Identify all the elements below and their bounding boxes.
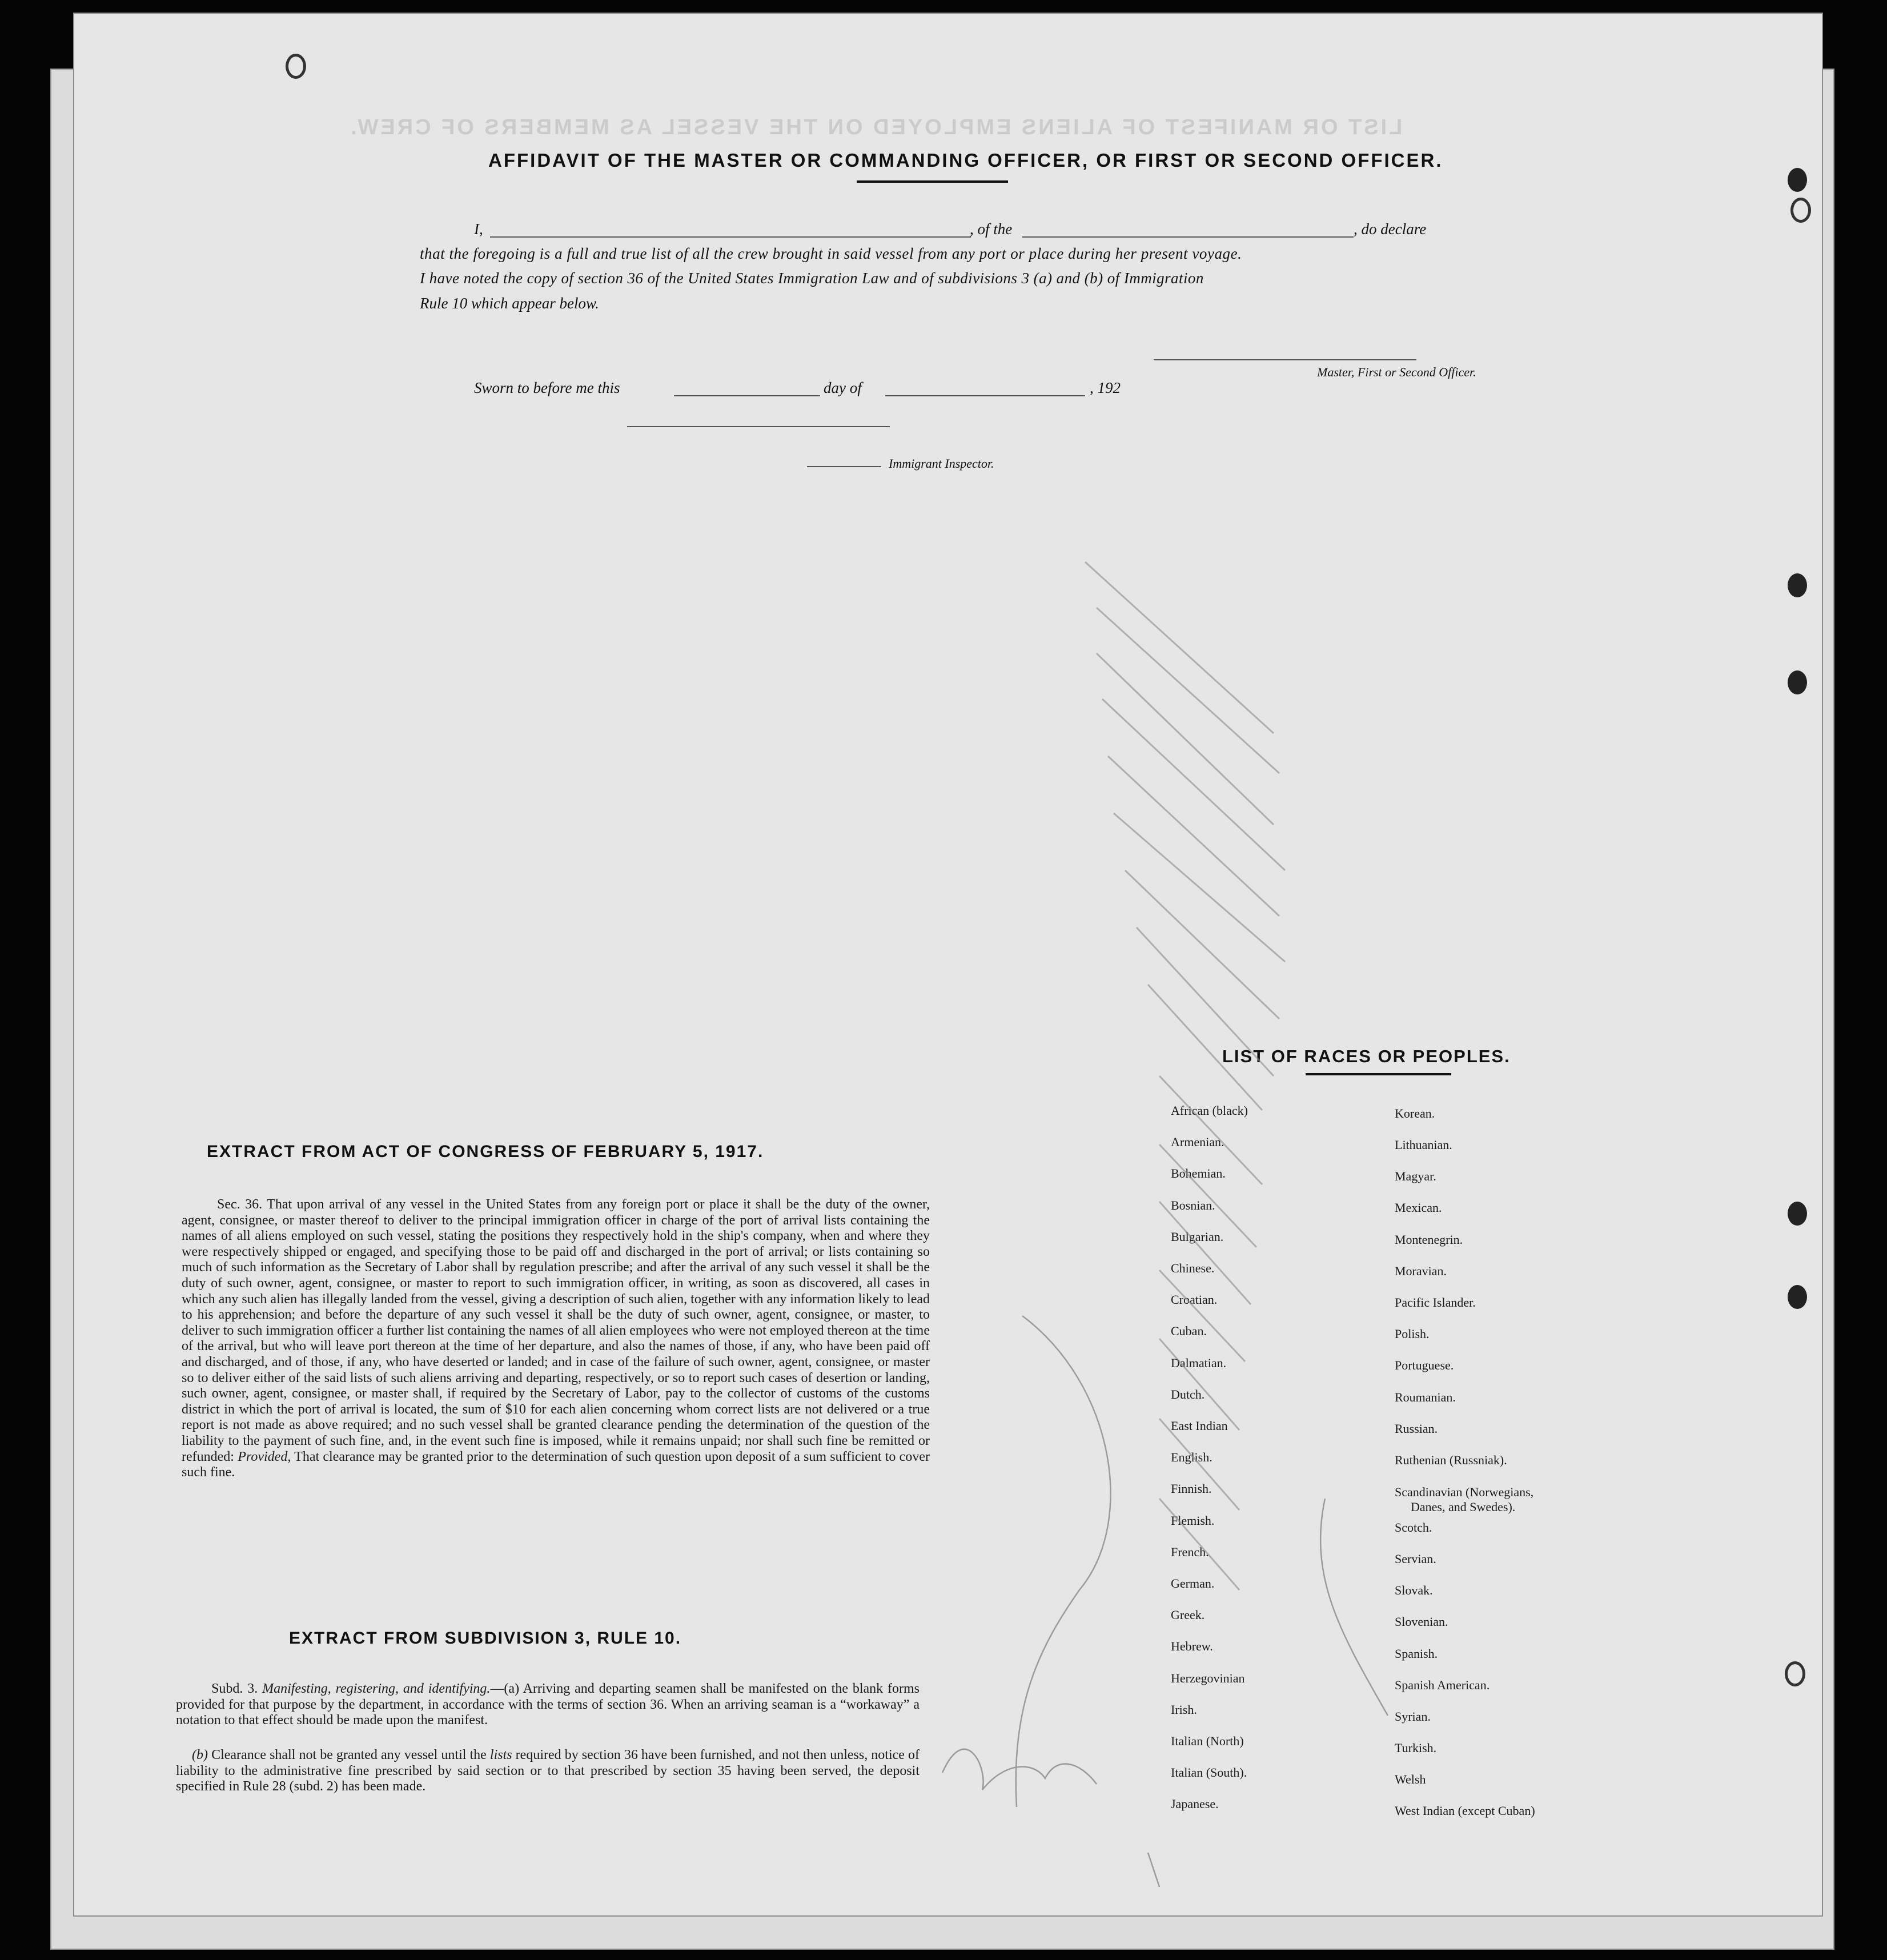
race-item: Mexican.	[1395, 1200, 1442, 1215]
race-item: Ruthenian (Russniak).	[1395, 1453, 1507, 1467]
race-item: Japanese.	[1171, 1797, 1219, 1812]
subd-title: Manifesting, registering, and identifying.	[262, 1681, 491, 1696]
race-item: Irish.	[1171, 1702, 1197, 1717]
subd-b-lists: lists	[489, 1748, 512, 1762]
document-page	[73, 13, 1823, 1917]
race-item: Syrian.	[1395, 1709, 1431, 1724]
race-item: Bulgarian.	[1171, 1229, 1224, 1244]
officer-signature-caption: Master, First or Second Officer.	[1317, 365, 1476, 379]
race-item: Italian (North)	[1171, 1734, 1244, 1748]
race-item: Moravian.	[1395, 1264, 1447, 1278]
race-item: Polish.	[1395, 1327, 1430, 1341]
race-item: Danes, and Swedes).	[1411, 1500, 1516, 1514]
sworn-year: , 192	[1090, 379, 1121, 396]
race-item: French.	[1171, 1544, 1209, 1559]
race-item: Lithuanian.	[1395, 1138, 1452, 1152]
race-item: Magyar.	[1395, 1169, 1436, 1183]
race-item: Servian.	[1395, 1552, 1436, 1566]
tally-marks	[1085, 562, 1285, 1590]
race-item: Chinese.	[1171, 1261, 1215, 1275]
act-text-end: That clearance may be granted prior to the determination of such question upon deposit of a sum sufficient to cover such fine.	[182, 1449, 930, 1480]
race-item: Spanish American.	[1395, 1678, 1490, 1692]
sworn-text: Sworn to before me this	[474, 379, 620, 396]
race-item: Slovak.	[1395, 1583, 1433, 1597]
inspector-caption: Immigrant Inspector.	[889, 456, 994, 471]
race-item: Scandinavian (Norwegians,	[1395, 1485, 1534, 1499]
race-item: Dalmatian.	[1171, 1355, 1227, 1370]
race-item: Italian (South).	[1171, 1765, 1247, 1780]
race-item: Turkish.	[1395, 1741, 1437, 1755]
race-item: Hebrew.	[1171, 1639, 1213, 1654]
race-item: Welsh	[1395, 1772, 1426, 1786]
affidavit-line-4: Rule 10 which appear below.	[420, 295, 599, 312]
race-item: Flemish.	[1171, 1513, 1215, 1528]
race-item: African (black)	[1171, 1103, 1248, 1118]
race-item: Finnish.	[1171, 1481, 1212, 1496]
rule-extract-heading: EXTRACT FROM SUBDIVISION 3, RULE 10.	[289, 1629, 682, 1648]
race-item: English.	[1171, 1450, 1213, 1465]
race-item: Russian.	[1395, 1421, 1438, 1436]
signature-scrawl	[942, 1316, 1388, 1887]
subd-b1: Clearance shall not be granted any vessel until the	[211, 1748, 487, 1762]
affidavit-do-declare: , do declare	[1354, 220, 1427, 238]
race-item: Slovenian.	[1395, 1614, 1448, 1629]
race-item: Bosnian.	[1171, 1198, 1215, 1212]
race-item: Dutch.	[1171, 1387, 1205, 1401]
subd-b-label: (b)	[192, 1748, 208, 1762]
act-text: Sec. 36. That upon arrival of any vessel in the United States from any foreign port or place it shall be the duty of the owner, agent, consignee, or master thereof to deliver to the principal immigration officer in charge of the port of arrival lists containing the names of all aliens employed on such vessel, stating the positions they respectively hold in the ship's company, when and where they were respectively shipped or engaged, and specifying those to be paid off and discharged in the port of arrival; or lists containing so much of such information as the Secretary of Labor shall by regulation prescribe; and after the arrival of any such vessel it shall be the duty of such owner, agent, consignee, or master to report to such immigration officer, in writing, as soon as discovered, all cases in which any such alien has illegally landed from the vessel, giving a description of such alien, together with any information likely to lead to his apprehension; and before the departure of any such vessel it shall be the duty of such owner, agent, consignee, or master, to deliver to such immigration officer a further list containing the names of all alien employees who were not employed thereon at the time of the arrival, but who will leave port thereon at the time of her departure, and also the names of those, if any, who have been paid off and discharged, and of those, if any, who have deserted or landed; and in case of the failure of such owner, agent, consignee, or master so to deliver either of the said lists of such aliens arriving and departing, respectively, or so to report such cases of desertion or landing, such owner, agent, consignee, or master shall, if required by the Secretary of Labor, pay to the collector of customs of the customs district in which the port of arrival is located, the sum of $10 for each alien concerning whom correct lists are not delivered or a true report is not made as above required; and no such vessel shall be granted clearance pending the determination of the question of the liability to the payment of such fine, and, in the event such fine is imposed, while it remains unpaid; nor shall such fine be remitted or refunded:	[182, 1197, 930, 1464]
race-item: Korean.	[1395, 1106, 1435, 1120]
affidavit-i: I,	[474, 220, 483, 238]
bleed-through-heading: LIST OR MANIFEST OF ALIENS EMPLOYED ON THE VESSEL AS MEMBERS OF CREW.	[348, 115, 1403, 139]
race-item: Montenegrin.	[1395, 1232, 1463, 1247]
race-item: Bohemian.	[1171, 1166, 1226, 1181]
pencil-marks	[74, 14, 1822, 1915]
subd-label: Subd. 3.	[211, 1681, 258, 1696]
act-extract-heading: EXTRACT FROM ACT OF CONGRESS OF FEBRUARY 5, 1917.	[207, 1142, 764, 1161]
race-item: Roumanian.	[1395, 1390, 1456, 1404]
affidavit-line-3: I have noted the copy of section 36 of the United States Immigration Law and of subdivisions 3 (a) and (b) of Immigration	[420, 270, 1204, 287]
sworn-day-of: day of	[824, 379, 862, 396]
race-item: Cuban.	[1171, 1324, 1207, 1339]
race-item: Croatian.	[1171, 1292, 1218, 1307]
race-item: East Indian	[1171, 1419, 1228, 1433]
race-item: Pacific Islander.	[1395, 1295, 1476, 1310]
act-provided: Provided,	[238, 1449, 291, 1464]
race-item: Armenian.	[1171, 1135, 1224, 1150]
race-item: Greek.	[1171, 1608, 1205, 1622]
affidavit-of-the: , of the	[970, 220, 1013, 238]
race-item: German.	[1171, 1576, 1215, 1591]
race-item: Scotch.	[1395, 1520, 1432, 1535]
affidavit-line-2: that the foregoing is a full and true list of all the crew brought in said vessel from any port or place during her present voyage.	[420, 245, 1242, 262]
subd-b2: required by section 36 have been furnished, and not then unless, notice of liability to the administrative fine prescribed by said section or to that prescribed by section 35 having been served, the deposit specified in Rule 28 (subd. 2) has been made.	[176, 1748, 920, 1794]
races-heading: LIST OF RACES OR PEOPLES.	[1222, 1046, 1511, 1066]
subd-a: —(a) Arriving and departing seamen shall be manifested on the blank forms provided for that purpose by the department, in accordance with the terms of section 36. When an arriving seaman is a “workaway” a notation to that effect should be made upon the manifest.	[176, 1681, 920, 1728]
race-item: Spanish.	[1395, 1646, 1438, 1661]
race-item: Portuguese.	[1395, 1358, 1454, 1372]
affidavit-heading: AFFIDAVIT OF THE MASTER OR COMMANDING OFFICER, OR FIRST OR SECOND OFFICER.	[488, 150, 1443, 171]
race-item: West Indian (except Cuban)	[1395, 1804, 1535, 1818]
race-item: Herzegovinian	[1171, 1670, 1245, 1685]
